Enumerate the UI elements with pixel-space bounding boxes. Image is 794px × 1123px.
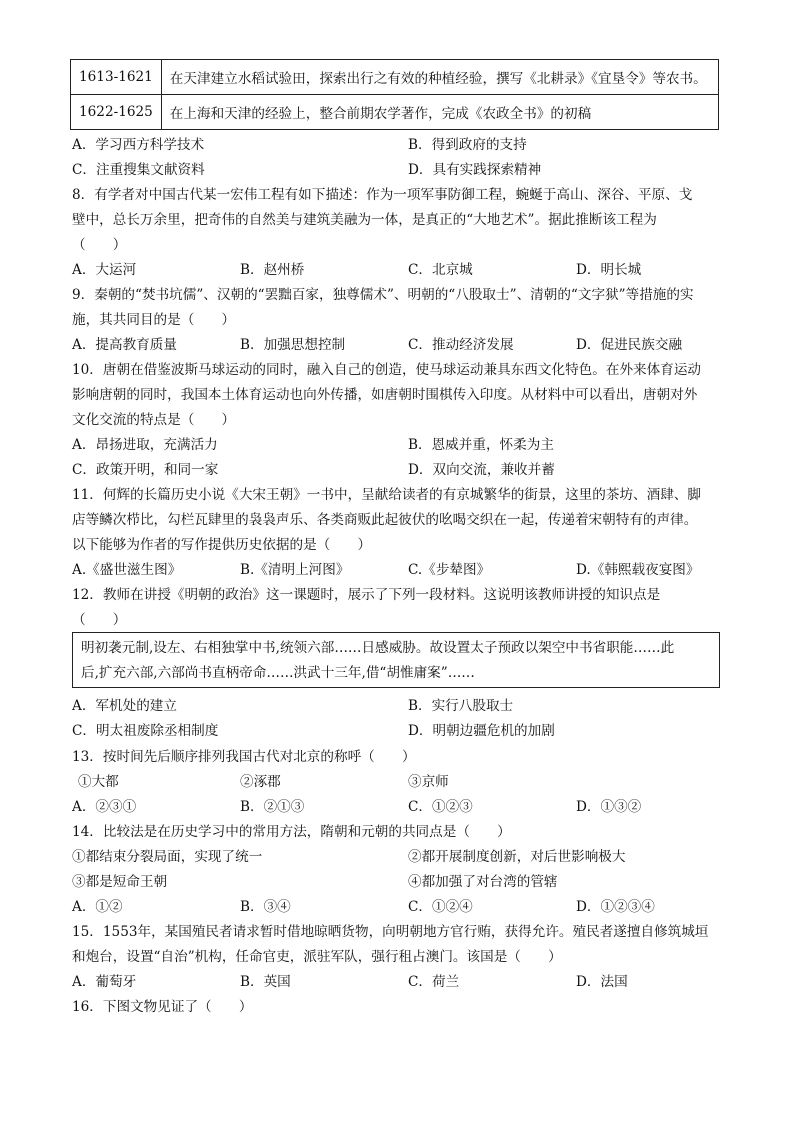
- question-12: [72, 583, 722, 633]
- question-text: 店等鳞次栉比，勾栏瓦肆里的袅袅声乐、各类商贩此起彼伏的吆喝交织在一起，传递着宋朝特有的声律。: [72, 512, 698, 528]
- choice-item: ②都开展制度创新，对后世影响极大: [408, 849, 626, 865]
- option-a[interactable]: A．提高教育质量: [72, 337, 177, 353]
- question-text: 文化交流的特点是（ ）: [72, 412, 236, 428]
- option-a[interactable]: A．①②: [72, 899, 123, 915]
- option-a[interactable]: A.《盛世滋生图》: [72, 562, 182, 578]
- option-b[interactable]: B．③④: [240, 899, 291, 915]
- option-c[interactable]: C．北京城: [408, 262, 473, 278]
- option-b[interactable]: B．实行八股取士: [408, 698, 514, 714]
- option-d[interactable]: D．具有实践探索精神: [408, 162, 542, 178]
- material-text: 明初袭元制,设左、右相独掌中书,统领六部……日感威胁。故设置太子预政以架空中书省职能……此: [81, 640, 675, 656]
- question-text: 10．唐朝在借鉴波斯马球运动的同时，融入自己的创造，使马球运动兼具东西文化特色。在外来体育运动: [72, 362, 702, 378]
- option-d[interactable]: D．明长城: [576, 262, 642, 278]
- question-13: [72, 745, 722, 820]
- option-a[interactable]: A．葡萄牙: [72, 974, 137, 990]
- option-b[interactable]: B.《清明上河图》: [240, 562, 350, 578]
- option-a[interactable]: A．学习西方科学技术: [72, 137, 205, 153]
- option-b[interactable]: B．②①③: [240, 799, 305, 815]
- question-15: [72, 920, 722, 995]
- question-text: 9．秦朝的“焚书坑儒”、汉朝的“罢黜百家，独尊儒术”、明朝的“八股取士”、清朝的“文字狱”等措施的实: [72, 287, 694, 303]
- question-9: [72, 283, 722, 358]
- choice-item: ②涿郡: [240, 774, 281, 790]
- question-8: [72, 183, 722, 283]
- option-b[interactable]: B．恩威并重，怀柔为主: [408, 437, 554, 453]
- table-row: [71, 95, 719, 130]
- option-c[interactable]: C．①②③: [408, 799, 473, 815]
- question-text: 和炮台，设置“自治”机构，任命官吏，派驻军队，强行租占澳门。该国是（ ）: [72, 949, 562, 965]
- question-16: [72, 995, 722, 1020]
- question-text: （ ）: [72, 612, 127, 628]
- table-year-cell: 1622-1625: [71, 95, 162, 130]
- question-text: 8．有学者对中国古代某一宏伟工程有如下描述：作为一项军事防御工程，蜿蜒于高山、深谷、平原、戈: [72, 187, 693, 203]
- table-text-cell: 在上海和天津的经验上，整合前期农学著作，完成《农政全书》的初稿: [161, 95, 718, 130]
- option-b[interactable]: B．赵州桥: [240, 262, 305, 278]
- option-d[interactable]: D．促进民族交融: [576, 337, 683, 353]
- question-text: 以下能够为作者的写作提供历史依据的是（ ）: [72, 537, 372, 553]
- option-c[interactable]: C．政策开明，和同一家: [72, 462, 219, 478]
- question-text: 12．教师在讲授《明朝的政治》这一课题时，展示了下列一段材料。这说明该教师讲授的知识点是: [72, 587, 661, 603]
- option-d[interactable]: D．法国: [576, 974, 628, 990]
- option-c[interactable]: C．荷兰: [408, 974, 460, 990]
- option-a[interactable]: A．昂扬进取，充满活力: [72, 437, 218, 453]
- question-14: [72, 820, 722, 920]
- table-year-cell: 1613-1621: [71, 60, 162, 95]
- question-12-options: [72, 694, 722, 744]
- option-d[interactable]: D．双向交流，兼收并蓄: [408, 462, 555, 478]
- question-text: 施，其共同目的是（ ）: [72, 312, 236, 328]
- question-text: 11．何辉的长篇历史小说《大宋王朝》一书中，呈献给读者的有京城繁华的街景，这里的茶坊、酒肆、脚: [72, 487, 702, 503]
- option-b[interactable]: B．加强思想控制: [240, 337, 346, 353]
- question-text: 16．下图文物见证了（ ）: [72, 999, 253, 1015]
- material-box: [72, 632, 720, 688]
- choice-item: ①都结束分裂局面，实现了统一: [72, 849, 263, 865]
- option-c[interactable]: C．推动经济发展: [408, 337, 514, 353]
- question-10: [72, 358, 722, 483]
- question-text: 影响唐朝的同时，我国本土体育运动也向外传播，如唐朝时围棋传入印度。从材料中可以看出，唐朝对外: [72, 387, 698, 403]
- option-d[interactable]: D．①③②: [576, 799, 642, 815]
- question-text: 15．1553年，某国殖民者请求暂时借地晾晒货物，向明朝地方官行贿，获得允许。殖民者遂擅自修筑城垣: [72, 924, 709, 940]
- option-b[interactable]: B．英国: [240, 974, 291, 990]
- choice-item: ③都是短命王朝: [72, 874, 168, 890]
- question-text: 壁中，总长万余里，把奇伟的自然美与建筑美融为一体，是真正的“大地艺术”。据此推断该工程为: [72, 212, 657, 228]
- option-d[interactable]: D．明朝边疆危机的加剧: [408, 723, 555, 739]
- option-a[interactable]: A．大运河: [72, 262, 137, 278]
- option-a[interactable]: A．②③①: [72, 799, 137, 815]
- table-row: [71, 60, 719, 95]
- choice-item: ④都加强了对台湾的管辖: [408, 874, 558, 890]
- table-text-cell: 在天津建立水稻试验田，探索出行之有效的种植经验，撰写《北耕录》《宜垦令》等农书。: [161, 60, 718, 95]
- question-11: [72, 483, 722, 583]
- option-d[interactable]: D.《韩熙载夜宴图》: [576, 562, 700, 578]
- question-7-options: [72, 133, 722, 183]
- option-d[interactable]: D．①②③④: [576, 899, 655, 915]
- material-text: 后,扩充六部,六部尚书直柄帝命……洪武十三年,借“胡惟庸案”……: [81, 665, 475, 681]
- option-c[interactable]: C.《步辇图》: [408, 562, 491, 578]
- xu-guangqi-table: [70, 59, 719, 130]
- option-b[interactable]: B．得到政府的支持: [408, 137, 527, 153]
- question-text: 13．按时间先后顺序排列我国古代对北京的称呼（ ）: [72, 749, 416, 765]
- option-c[interactable]: C．注重搜集文献资料: [72, 162, 205, 178]
- question-text: （ ）: [72, 237, 127, 253]
- choice-item: ③京师: [408, 774, 449, 790]
- option-a[interactable]: A．军机处的建立: [72, 698, 177, 714]
- option-c[interactable]: C．明太祖废除丞相制度: [72, 723, 219, 739]
- choice-item: ①大都: [78, 774, 119, 790]
- question-text: 14．比较法是在历史学习中的常用方法，隋朝和元朝的共同点是（ ）: [72, 824, 511, 840]
- option-c[interactable]: C．①②④: [408, 899, 473, 915]
